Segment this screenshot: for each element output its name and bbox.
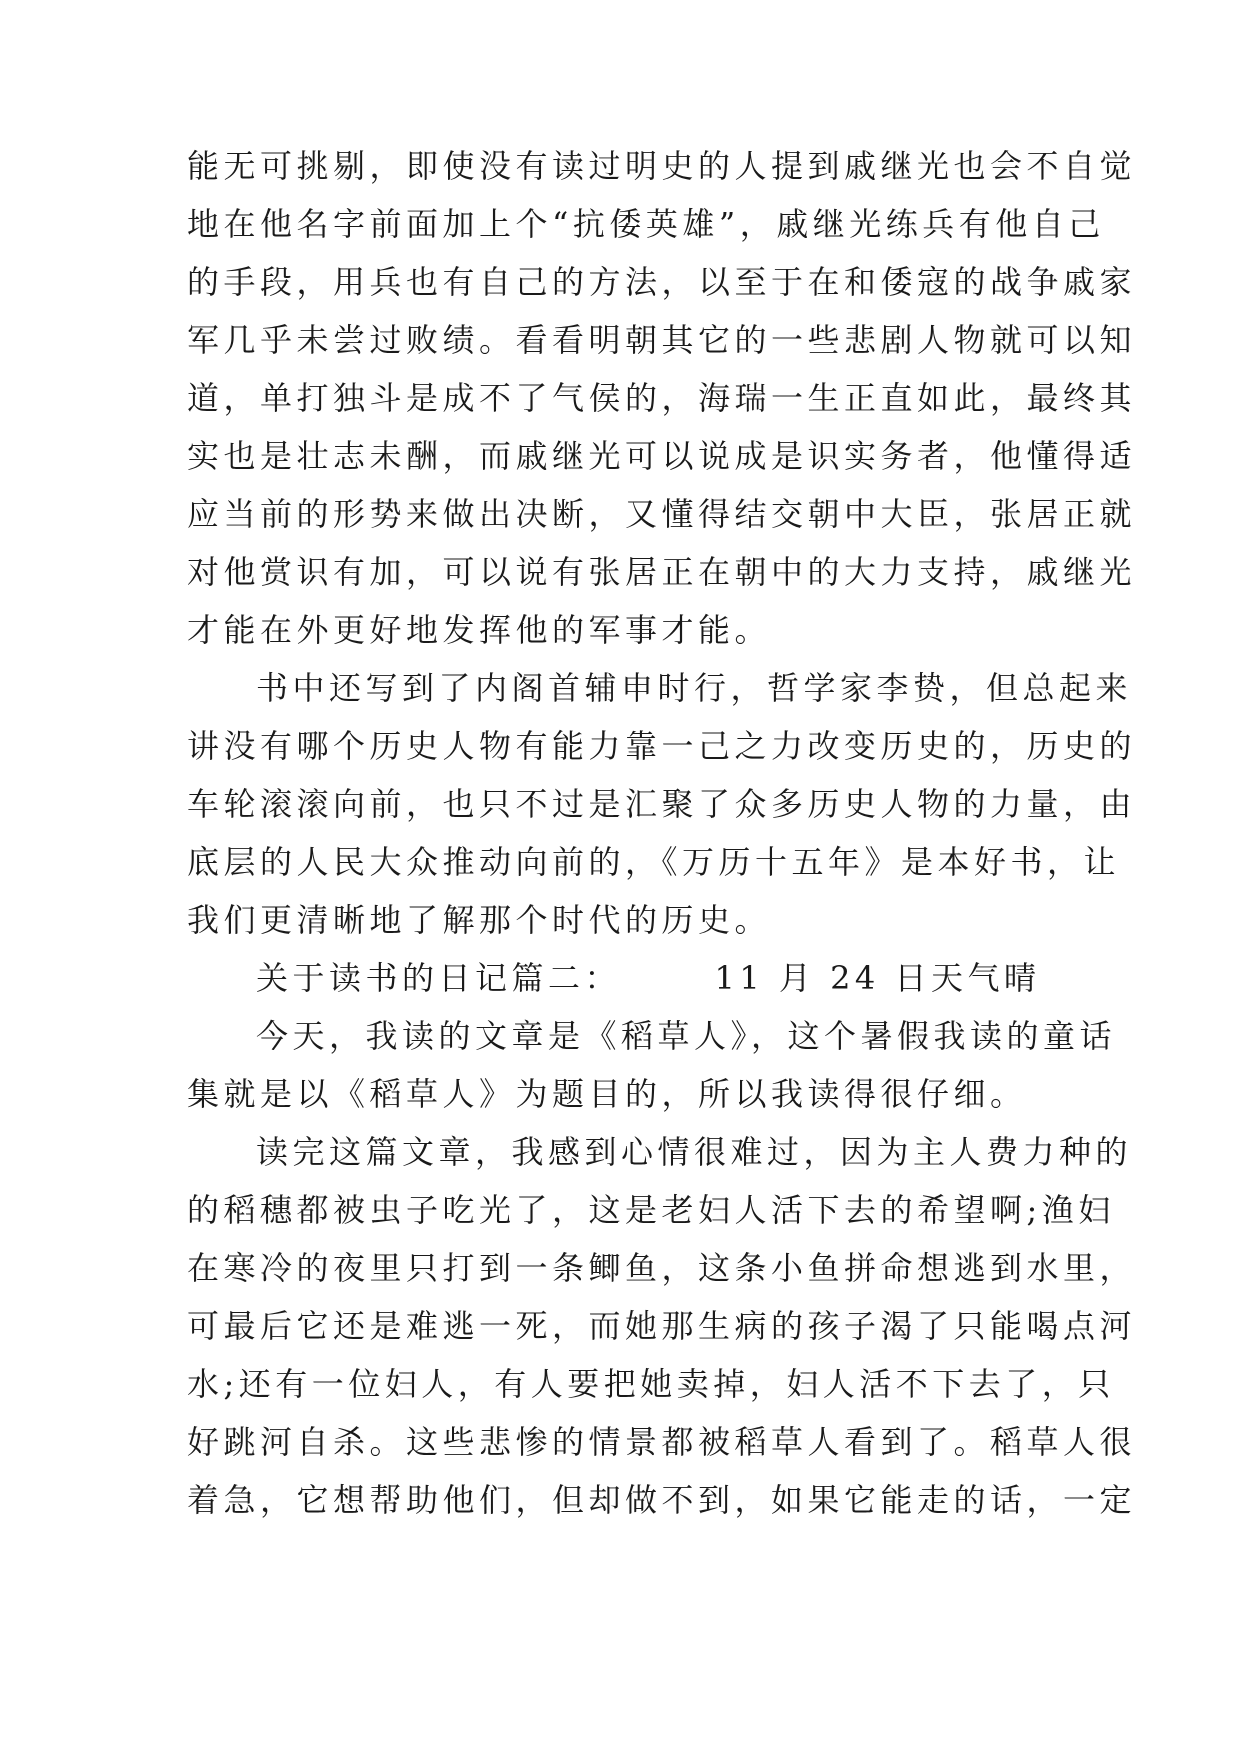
text-line: 才能在外更好地发挥他的军事才能。 (187, 611, 772, 649)
text-line: 讲没有哪个历史人物有能力靠一己之力改变历史的，历史的 (187, 727, 1137, 765)
text-line: 水;还有一位妇人，有人要把她卖掉，妇人活不下去了，只 (187, 1365, 1115, 1403)
text-line: 好跳河自杀。这些悲惨的情景都被稻草人看到了。稻草人很 (187, 1423, 1137, 1461)
paragraph-first-line: 今天，我读的文章是《稻草人》，这个暑假我读的童话 (256, 1017, 1117, 1055)
text-line: 道，单打独斗是成不了气侯的，海瑞一生正直如此，最终其 (187, 379, 1137, 417)
text-line: 能无可挑剔，即使没有读过明史的人提到戚继光也会不自觉 (187, 147, 1137, 185)
diary-heading: 关于读书的日记篇二： 11 月 24 日天气晴 (256, 959, 1041, 997)
text-line: 的稻穗都被虫子吃光了，这是老妇人活下去的希望啊;渔妇 (187, 1191, 1115, 1229)
text-line: 实也是壮志未酬，而戚继光可以说成是识实务者，他懂得适 (187, 437, 1137, 475)
text-line: 地在他名字前面加上个“抗倭英雄”，戚继光练兵有他自己 (187, 205, 1105, 243)
text-line: 对他赏识有加，可以说有张居正在朝中的大力支持，戚继光 (187, 553, 1137, 591)
text-line: 集就是以《稻草人》为题目的，所以我读得很仔细。 (187, 1075, 1027, 1113)
text-line: 我们更清晰地了解那个时代的历史。 (187, 901, 772, 939)
text-line: 军几乎未尝过败绩。看看明朝其它的一些悲剧人物就可以知 (187, 321, 1137, 359)
paragraph-first-line: 书中还写到了内阁首辅申时行，哲学家李贽，但总起来 (256, 669, 1133, 707)
text-line: 的手段，用兵也有自己的方法，以至于在和倭寇的战争戚家 (187, 263, 1137, 301)
text-line: 可最后它还是难逃一死，而她那生病的孩子渴了只能喝点河 (187, 1307, 1137, 1345)
text-line: 底层的人民大众推动向前的，《万历十五年》是本好书，让 (187, 843, 1121, 881)
text-line: 车轮滚滚向前，也只不过是汇聚了众多历史人物的力量，由 (187, 785, 1137, 823)
text-line: 着急，它想帮助他们，但却做不到，如果它能走的话，一定 (187, 1481, 1137, 1519)
text-line: 在寒冷的夜里只打到一条鲫鱼，这条小鱼拼命想逃到水里， (187, 1249, 1137, 1287)
paragraph-first-line: 读完这篇文章，我感到心情很难过，因为主人费力种的 (256, 1133, 1133, 1171)
text-line: 应当前的形势来做出决断，又懂得结交朝中大臣，张居正就 (187, 495, 1137, 533)
